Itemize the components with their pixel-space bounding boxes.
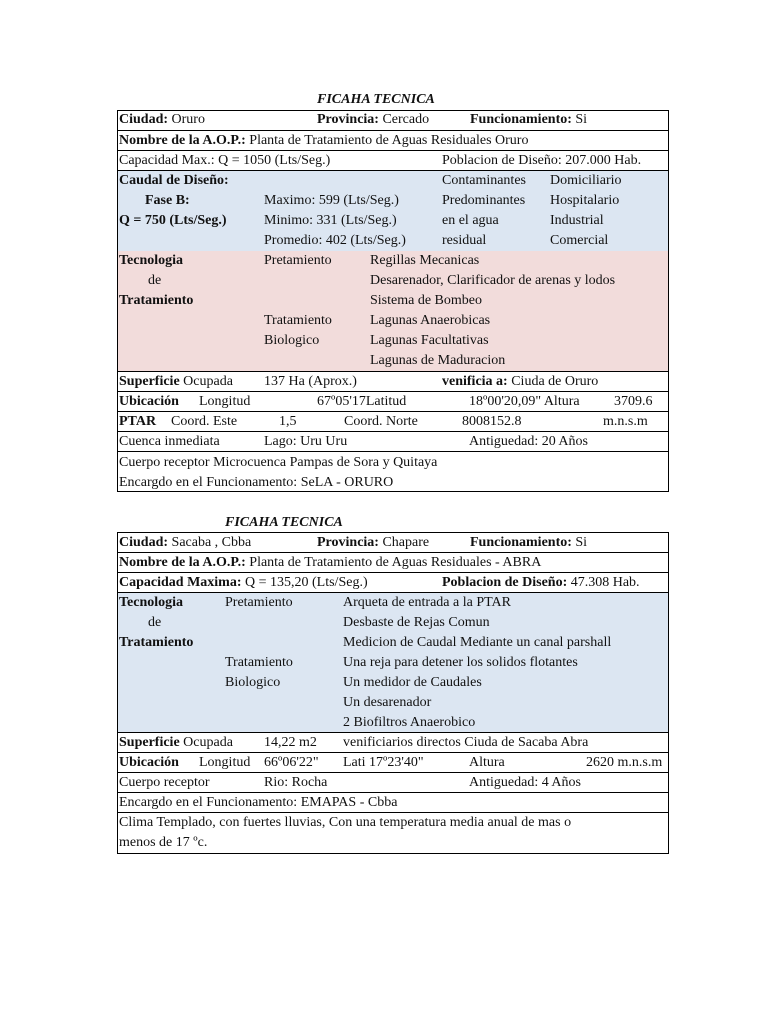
table-border <box>117 411 669 412</box>
proceso-item: Un medidor de Caudales <box>343 675 482 690</box>
proceso-item: Lagunas Anaerobicas <box>370 313 491 328</box>
nombre-label: Nombre de la A.O.P.: <box>119 133 246 148</box>
verifica-label: venificia a: <box>442 374 508 389</box>
altura-label: Altura <box>543 394 580 409</box>
cuerpo-receptor-value: Rio: Rocha <box>264 775 328 790</box>
promedio-value: Promedio: 402 (Lts/Seg.) <box>264 233 406 248</box>
latitud-label: Latitud <box>365 394 407 409</box>
funcionamiento-field <box>470 110 587 130</box>
longitud-label: Longitud <box>199 394 251 409</box>
encargado: Encargdo en el Funcionamento: EMAPAS - Cbba <box>119 795 398 810</box>
altura-value: 2620 m.n.s.m <box>586 755 663 770</box>
maximo-value: Maximo: 599 (Lts/Seg.) <box>264 193 399 208</box>
fuente-item: Industrial <box>550 213 604 228</box>
longitud-number: 67º05'17 <box>317 394 366 409</box>
table-border <box>117 532 669 533</box>
tecnologia-label: de <box>148 273 162 288</box>
table-border <box>117 592 669 593</box>
superficie-label: Superficie <box>119 735 180 750</box>
table-border <box>117 552 669 553</box>
ubicacion-label: Ubicación <box>119 394 179 409</box>
cuerpo-receptor-label: Cuerpo receptor <box>119 775 210 790</box>
provincia-field <box>317 110 429 130</box>
tratamiento-biologico-label: Tratamiento <box>264 313 332 328</box>
tratamiento-biologico-label: Biologico <box>264 333 320 348</box>
funcionamiento-value: Si <box>575 535 588 550</box>
poblacion-value: Poblacion de Diseño: 207.000 Hab. <box>442 153 642 168</box>
table-border <box>117 772 669 773</box>
fuente-item: Comercial <box>550 233 609 248</box>
tecnologia-label: Tratamiento <box>119 293 194 308</box>
table-border <box>117 150 669 151</box>
capacidad-row <box>119 573 368 593</box>
ubicacion-label: Ubicación <box>119 755 179 770</box>
provincia-field <box>317 533 429 553</box>
contaminantes-text: Predominantes <box>442 193 526 208</box>
fase-label: Fase B: <box>145 193 190 208</box>
tecnologia-label: de <box>148 615 162 630</box>
verifica-field <box>442 372 598 392</box>
verifica-value: Ciuda de Oruro <box>511 374 599 389</box>
nombre-value: Planta de Tratamiento de Aguas Residuales - ABRA <box>249 555 542 570</box>
proceso-item: Desbaste de Rejas Comun <box>343 615 490 630</box>
proceso-item: Una reja para detener los solidos flotantes <box>343 655 578 670</box>
longitud-label: Longitud <box>199 755 251 770</box>
poblacion-label: Poblacion de Diseño: <box>442 575 568 590</box>
nombre-value: Planta de Tratamiento de Aguas Residuales Oruro <box>249 133 529 148</box>
proceso-item: Regillas Mecanicas <box>370 253 480 268</box>
cuerpo-receptor: Cuerpo receptor Microcuenca Pampas de Sora y Quitaya <box>119 455 438 470</box>
tecnologia-label: Tecnologia <box>119 595 184 610</box>
coord-este-label: Coord. Este <box>171 414 238 429</box>
fuente-item: Hospitalario <box>550 193 620 208</box>
table-border <box>117 130 669 131</box>
table-border <box>117 572 669 573</box>
latitud-number: 18º00'20,09" <box>469 394 542 409</box>
ptar-label: PTAR <box>119 414 157 429</box>
q-label: Q = 750 (Lts/Seg.) <box>119 213 227 228</box>
pretamiento-label: Pretamiento <box>264 253 332 268</box>
table-border <box>117 792 669 793</box>
table-border <box>117 371 669 372</box>
superficie-ocupada: Ocupada <box>183 735 233 750</box>
page-title: FICAHA TECNICA <box>317 92 435 107</box>
proceso-item: Medicion de Caudal Mediante un canal parshall <box>343 635 612 650</box>
table-border <box>117 431 669 432</box>
nombre-label: Nombre de la A.O.P.: <box>119 555 246 570</box>
contaminantes-text: Contaminantes <box>442 173 526 188</box>
provincia-value: Chapare <box>382 535 430 550</box>
table-border <box>117 110 669 111</box>
altura-value: 3709.6 <box>614 394 653 409</box>
coord-norte-label: Coord. Norte <box>344 414 418 429</box>
encargado: Encargdo en el Funcionamento: SeLA - ORURO <box>119 475 394 490</box>
superficie-ocupada: Ocupada <box>183 374 233 389</box>
table-border <box>668 532 669 854</box>
table-border <box>117 532 118 854</box>
superficie-value: 14,22 m2 <box>264 735 317 750</box>
caudal-label: Caudal de Diseño: <box>119 173 229 188</box>
longitud-value: 66º06'22" <box>264 755 319 770</box>
ciudad-row <box>119 533 251 553</box>
latitud-value <box>469 392 580 412</box>
funcionamiento-label: Funcionamiento: <box>470 535 572 550</box>
tecnologia-label: Tratamiento <box>119 635 194 650</box>
cuenca-value: Lago: Uru Uru <box>264 434 348 449</box>
tratamiento-biologico-label: Biologico <box>225 675 281 690</box>
clima-text: Clima Templado, con fuertes lluvias, Con una temperatura media anual de mas o <box>119 815 572 830</box>
poblacion-field <box>442 573 640 593</box>
provincia-value: Cercado <box>382 112 430 127</box>
ciudad-value: Sacaba , Cbba <box>171 535 252 550</box>
capacidad-value: Capacidad Max.: Q = 1050 (Lts/Seg.) <box>119 153 331 168</box>
proceso-item: Lagunas de Maduracion <box>370 353 506 368</box>
superficie-row <box>119 733 233 753</box>
funcionamiento-label: Funcionamiento: <box>470 112 572 127</box>
antiguedad-value: Antiguedad: 4 Años <box>469 775 581 790</box>
minimo-value: Minimo: 331 (Lts/Seg.) <box>264 213 397 228</box>
altura-label: Altura <box>469 755 505 770</box>
contaminantes-text: residual <box>442 233 487 248</box>
clima-text: menos de 17 ºc. <box>119 835 208 850</box>
table-border <box>117 491 669 492</box>
contaminantes-text: en el agua <box>442 213 499 228</box>
table-border <box>117 853 669 854</box>
longitud-value <box>317 392 406 412</box>
proceso-item: Lagunas Facultativas <box>370 333 489 348</box>
latitud-value: Lati 17º23'40" <box>343 755 424 770</box>
pretamiento-label: Pretamiento <box>225 595 293 610</box>
verificiarios-value: venificiarios directos Ciuda de Sacaba Abra <box>343 735 589 750</box>
coord-norte-value: 8008152.8 <box>462 414 522 429</box>
msnm-unit: m.n.s.m <box>603 414 648 429</box>
coord-este-value: 1,5 <box>279 414 297 429</box>
table-border <box>117 732 669 733</box>
ciudad-row <box>119 110 205 130</box>
proceso-item: Un desarenador <box>343 695 432 710</box>
funcionamiento-field <box>470 533 587 553</box>
ciudad-label: Ciudad: <box>119 112 169 127</box>
page-title: FICAHA TECNICA <box>225 515 343 530</box>
ciudad-label: Ciudad: <box>119 535 169 550</box>
table-border <box>117 812 669 813</box>
funcionamiento-value: Si <box>575 112 588 127</box>
proceso-item: Sistema de Bombeo <box>370 293 482 308</box>
fuente-item: Domiciliario <box>550 173 622 188</box>
table-border <box>668 110 669 492</box>
superficie-row <box>119 372 233 392</box>
ciudad-value: Oruro <box>171 112 205 127</box>
antiguedad-value: Antiguedad: 20 Años <box>469 434 588 449</box>
superficie-label: Superficie <box>119 374 180 389</box>
poblacion-value: 47.308 Hab. <box>570 575 640 590</box>
tecnologia-label: Tecnologia <box>119 253 184 268</box>
nombre-row <box>119 553 541 573</box>
table-border <box>117 170 669 171</box>
nombre-row <box>119 131 528 151</box>
provincia-label: Provincia: <box>317 535 379 550</box>
provincia-label: Provincia: <box>317 112 379 127</box>
proceso-item: Arqueta de entrada a la PTAR <box>343 595 511 610</box>
capacidad-value: Q = 135,20 (Lts/Seg.) <box>245 575 368 590</box>
table-border <box>117 110 118 492</box>
proceso-item: 2 Biofiltros Anaerobico <box>343 715 476 730</box>
capacidad-label: Capacidad Maxima: <box>119 575 242 590</box>
superficie-value: 137 Ha (Aprox.) <box>264 374 357 389</box>
cuenca-label: Cuenca inmediata <box>119 434 220 449</box>
proceso-item: Desarenador, Clarificador de arenas y lodos <box>370 273 616 288</box>
tratamiento-biologico-label: Tratamiento <box>225 655 293 670</box>
table-border <box>117 391 669 392</box>
table-border <box>117 451 669 452</box>
table-border <box>117 752 669 753</box>
